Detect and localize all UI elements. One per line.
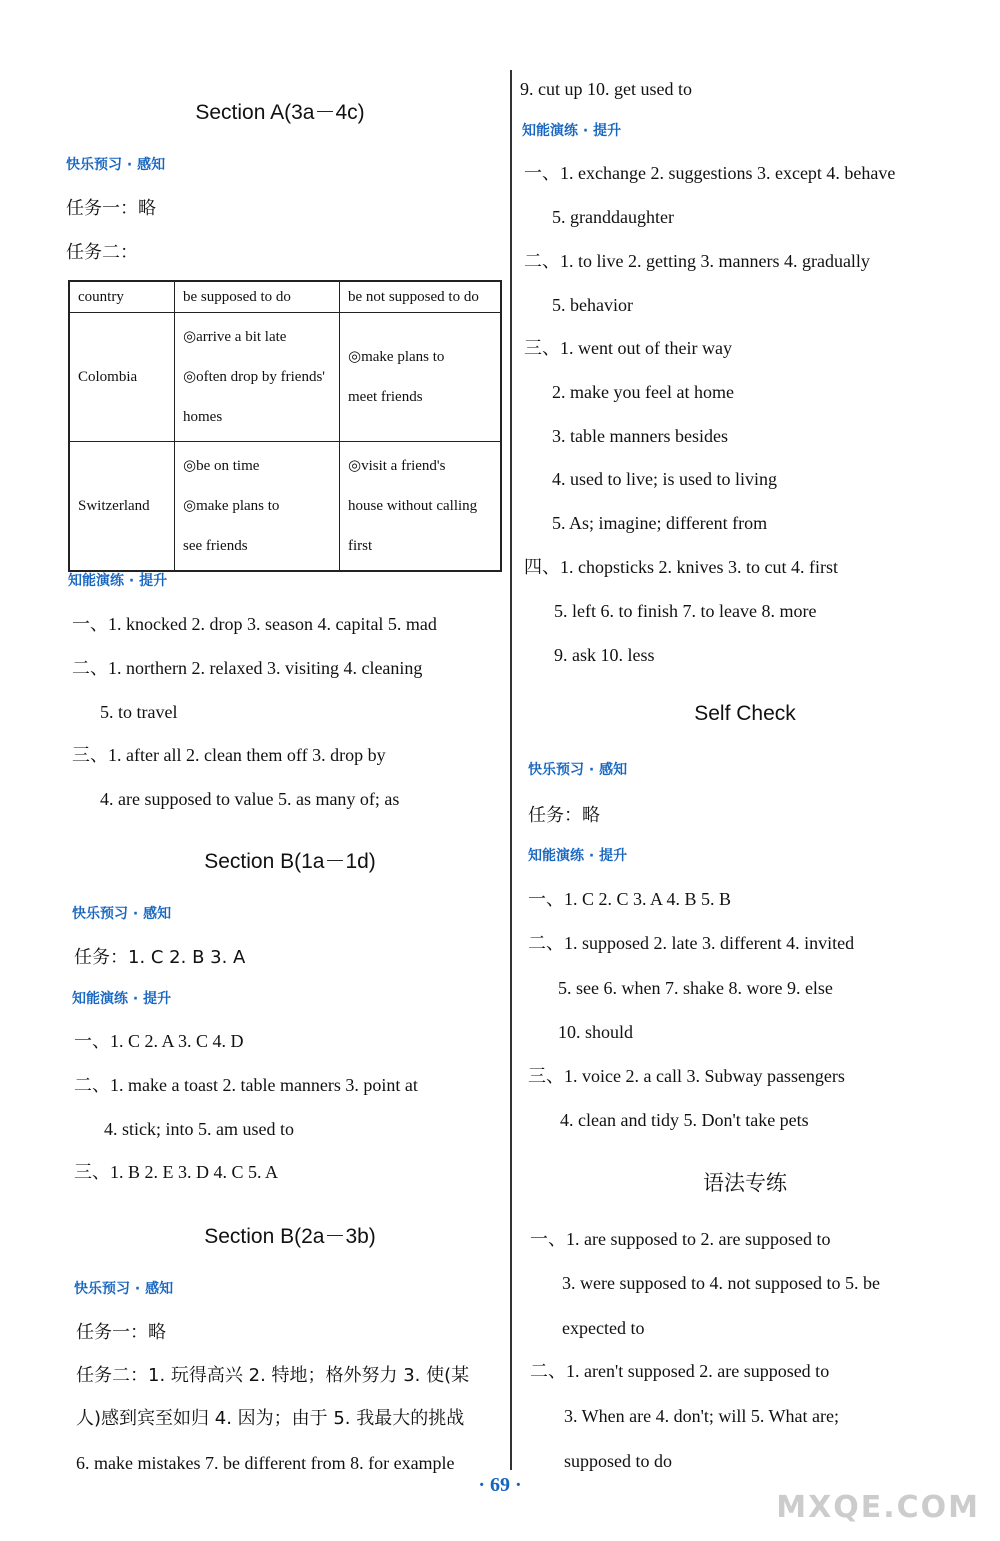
cell-line: ◎arrive a bit late — [183, 329, 287, 345]
table-row — [69, 313, 501, 442]
answer-line: 二、1. northern 2. relaxed 3. visiting 4. cleaning — [72, 658, 423, 678]
table-cell — [340, 313, 502, 442]
answer-line: 人)感到宾至如归 4. 因为；由于 5. 我最大的挑战 — [76, 1408, 465, 1429]
answer-table — [68, 280, 502, 572]
cell-line: ◎visit a friend's — [348, 458, 446, 474]
answer-line: 三、1. voice 2. a call 3. Subway passengers — [528, 1066, 845, 1086]
table-header-row — [69, 281, 501, 313]
answer-line: 三、1. after all 2. clean them off 3. drop by — [72, 745, 386, 765]
answer-line: 4. are supposed to value 5. as many of; as — [100, 789, 400, 809]
section-title: Section A(3a－4c) — [195, 101, 365, 124]
table-header: country — [69, 281, 175, 313]
answer-line: 一、1. knocked 2. drop 3. season 4. capital 5. mad — [72, 614, 437, 634]
table-header: be supposed to do — [175, 281, 340, 313]
answer-line: 任务一：略 — [76, 1322, 166, 1343]
page-number: · 69 · — [478, 1474, 522, 1496]
answer-line: 3. When are 4. don't; will 5. What are; — [564, 1406, 840, 1426]
answer-line: 一、1. exchange 2. suggestions 3. except 4. behave — [524, 163, 896, 183]
section-title: 语法专练 — [703, 1171, 787, 1195]
answer-line: 任务二：1. 玩得高兴 2. 特地；格外努力 3. 使(某 — [76, 1365, 470, 1386]
cell-line: ◎make plans to — [348, 349, 445, 365]
table-cell: Switzerland — [69, 442, 175, 572]
answer-line: 任务二： — [66, 242, 138, 263]
answer-line: 二、1. to live 2. getting 3. manners 4. gradually — [524, 251, 870, 271]
answer-line: 5. As; imagine; different from — [552, 513, 768, 533]
table-cell: Colombia — [69, 313, 175, 442]
answer-line: 10. should — [558, 1022, 634, 1042]
answer-line: 4. used to live; is used to living — [552, 469, 777, 489]
section-title: Self Check — [694, 702, 796, 725]
answer-line: 三、1. went out of their way — [524, 338, 732, 358]
answer-line: 5. see 6. when 7. shake 8. wore 9. else — [558, 978, 833, 998]
answer-line: 4. clean and tidy 5. Don't take pets — [560, 1110, 809, 1130]
section-tag: 快乐预习 · 感知 — [72, 906, 172, 922]
section-tag: 知能演练 · 提升 — [72, 991, 172, 1007]
table-cell — [340, 442, 502, 572]
answer-line: 2. make you feel at home — [552, 382, 734, 402]
section-title: Section B(2a－3b) — [204, 1225, 376, 1248]
section-tag: 快乐预习 · 感知 — [74, 1281, 174, 1297]
answer-line: 一、1. C 2. A 3. C 4. D — [74, 1031, 244, 1051]
section-tag: 知能演练 · 提升 — [68, 573, 168, 589]
answer-line: 5. granddaughter — [552, 207, 674, 227]
table-row — [69, 442, 501, 572]
cell-line: homes — [183, 409, 223, 425]
cell-line: ◎often drop by friends' — [183, 369, 326, 385]
section-tag: 快乐预习 · 感知 — [66, 157, 166, 173]
answer-line: 4. stick; into 5. am used to — [104, 1119, 294, 1139]
table-header: be not supposed to do — [340, 281, 502, 313]
answer-line: 5. left 6. to finish 7. to leave 8. more — [554, 601, 817, 621]
cell-line: first — [348, 538, 373, 554]
cell-line: see friends — [183, 538, 248, 554]
watermark: MXQE.COM — [776, 1490, 980, 1525]
section-title: Section B(1a－1d) — [204, 850, 376, 873]
answer-line: 二、1. make a toast 2. table manners 3. point at — [74, 1075, 418, 1095]
answer-line: 9. cut up 10. get used to — [520, 79, 692, 99]
cell-line: meet friends — [348, 389, 423, 405]
cell-line: house without calling — [348, 498, 478, 514]
answer-line: 二、1. supposed 2. late 3. different 4. invited — [528, 933, 855, 953]
answer-line: 任务一：略 — [66, 198, 156, 219]
cell-line: ◎be on time — [183, 458, 260, 474]
table-cell — [175, 442, 340, 572]
answer-line: 一、1. are supposed to 2. are supposed to — [530, 1229, 831, 1249]
cell-line: ◎make plans to — [183, 498, 280, 514]
answer-line: 6. make mistakes 7. be different from 8. for example — [76, 1453, 455, 1473]
answer-line: 一、1. C 2. C 3. A 4. B 5. B — [528, 889, 732, 909]
answer-line: expected to — [562, 1318, 645, 1338]
section-tag: 知能演练 · 提升 — [522, 123, 622, 139]
answer-line: 5. to travel — [100, 702, 178, 722]
answer-line: 任务：略 — [528, 805, 600, 826]
answer-line: 3. table manners besides — [552, 426, 728, 446]
answer-line: supposed to do — [564, 1451, 672, 1471]
answer-line: 任务：1. C 2. B 3. A — [74, 947, 246, 968]
answer-line: 5. behavior — [552, 295, 633, 315]
answer-line: 二、1. aren't supposed 2. are supposed to — [530, 1361, 830, 1381]
section-tag: 知能演练 · 提升 — [528, 848, 628, 864]
answer-line: 四、1. chopsticks 2. knives 3. to cut 4. first — [524, 557, 838, 577]
column-divider — [510, 70, 512, 1470]
answer-line: 三、1. B 2. E 3. D 4. C 5. A — [74, 1162, 279, 1182]
section-tag: 快乐预习 · 感知 — [528, 762, 628, 778]
answer-line: 9. ask 10. less — [554, 645, 655, 665]
table-cell — [175, 313, 340, 442]
answer-line: 3. were supposed to 4. not supposed to 5. be — [562, 1273, 880, 1293]
